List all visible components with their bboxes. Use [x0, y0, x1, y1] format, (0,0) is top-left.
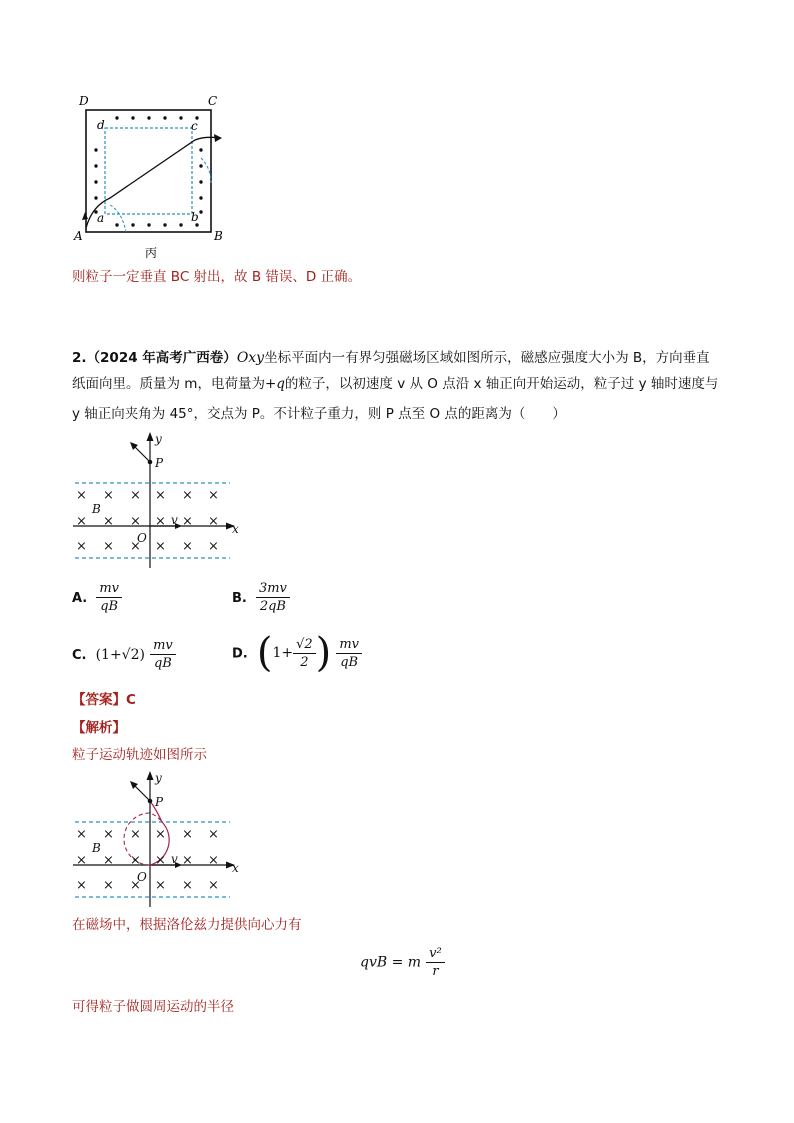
analysis-line-3: 可得粒子做圆周运动的半径	[72, 999, 234, 1015]
label-P: P	[155, 456, 164, 470]
svg-text:×: ×	[155, 853, 166, 868]
svg-text:×: ×	[76, 514, 87, 529]
question-text-1: 坐标平面内一有界匀强磁场区域如图所示，磁感应强度大小为 B，方向垂直	[264, 350, 710, 366]
svg-text:×: ×	[130, 514, 141, 529]
svg-text:×: ×	[103, 878, 114, 893]
svg-text:×: ×	[155, 878, 166, 893]
dashed-arc-right	[201, 158, 211, 183]
question-line-3: y 轴正向夹角为 45°，交点为 P。不计粒子重力，则 P 点至 O 点的距离为（ ）	[72, 406, 566, 422]
svg-text:y: y	[155, 771, 162, 785]
label-v: v	[171, 513, 178, 527]
svg-text:×: ×	[155, 488, 166, 503]
question-line-1	[72, 346, 710, 370]
option-C[interactable]: C. (1+√2) $\frac{mv}{qB}$	[72, 637, 176, 672]
charge-symbol: +q	[264, 376, 285, 392]
corner-A: A	[74, 229, 83, 243]
svg-text:×: ×	[208, 488, 219, 503]
svg-text:×: ×	[103, 488, 114, 503]
svg-text:P: P	[155, 795, 164, 809]
svg-text:×: ×	[76, 878, 87, 893]
option-A[interactable]: A. $\frac{mv}{qB}$	[72, 580, 122, 615]
svg-text:×: ×	[155, 827, 166, 842]
question-text-2: 纸面向里。质量为 m，电荷量为	[72, 376, 265, 392]
svg-text:×: ×	[182, 539, 193, 554]
svg-text:×: ×	[155, 539, 166, 554]
option-B-fraction: $\frac{3mv}{2qB}$	[256, 580, 290, 615]
svg-text:×: ×	[130, 539, 141, 554]
option-D-inner-fraction: $\frac{√2}{2}$	[293, 636, 316, 671]
analysis-line-2: 在磁场中，根据洛伦兹力提供向心力有	[72, 917, 302, 933]
svg-text:×: ×	[182, 827, 193, 842]
svg-text:×: ×	[208, 853, 219, 868]
answer-value: C	[126, 692, 136, 708]
svg-text:×: ×	[130, 827, 141, 842]
analysis-line-1: 粒子运动轨迹如图所示	[72, 747, 207, 763]
answer-line: 【答案】C	[72, 692, 136, 708]
svg-text:×: ×	[76, 488, 87, 503]
svg-text:×: ×	[182, 878, 193, 893]
option-C-fraction: $\frac{mv}{qB}$	[150, 637, 176, 672]
caption-bing: 丙	[145, 246, 158, 260]
svg-text:v: v	[171, 852, 178, 866]
option-B[interactable]: B. $\frac{3mv}{2qB}$	[232, 580, 290, 615]
corner-B: B	[214, 229, 223, 243]
svg-text:×: ×	[208, 878, 219, 893]
svg-text:×: ×	[182, 514, 193, 529]
coord-label: Oxy	[236, 350, 265, 366]
point-b: b	[191, 210, 199, 224]
svg-text:B: B	[92, 841, 101, 855]
point-d: d	[97, 118, 105, 132]
svg-text:×: ×	[182, 488, 193, 503]
analysis-tag: 【解析】	[72, 720, 126, 736]
svg-text:×: ×	[103, 539, 114, 554]
corner-C: C	[208, 94, 218, 108]
option-D[interactable]: D. (1+ $\frac{√2}{2}$ ) $\frac{mv}{qB}$	[232, 630, 362, 676]
question-line-2	[72, 372, 718, 396]
point-a: a	[97, 211, 105, 225]
option-A-fraction: $\frac{mv}{qB}$	[96, 580, 122, 615]
svg-text:×: ×	[76, 539, 87, 554]
svg-text:×: ×	[76, 853, 87, 868]
dashed-arc-bottom	[110, 205, 126, 232]
svg-text:×: ×	[103, 853, 114, 868]
exit-arrow	[214, 134, 222, 142]
question-figure	[70, 428, 250, 570]
figure-bing	[70, 88, 235, 263]
svg-text:×: ×	[182, 853, 193, 868]
svg-text:×: ×	[103, 827, 114, 842]
svg-text:×: ×	[130, 488, 141, 503]
conclusion-line: 则粒子一定垂直 BC 射出，故 B 错误、D 正确。	[72, 269, 362, 285]
analysis-figure	[70, 767, 250, 909]
point-c: c	[191, 119, 198, 133]
svg-text:x: x	[232, 861, 239, 875]
svg-text:×: ×	[76, 827, 87, 842]
svg-text:×: ×	[130, 878, 141, 893]
svg-text:×: ×	[155, 514, 166, 529]
label-x: x	[232, 522, 239, 536]
svg-text:O: O	[137, 870, 147, 884]
label-O: O	[137, 531, 147, 545]
svg-text:×: ×	[208, 539, 219, 554]
option-D-fraction: $\frac{mv}{qB}$	[336, 636, 362, 671]
svg-text:×: ×	[130, 853, 141, 868]
label-B: B	[92, 502, 101, 516]
question-number: 2.	[72, 350, 87, 366]
lorentz-equation: qvB = m $\frac{\text{v²}}{r}$	[360, 945, 445, 980]
question-source: （2024 年高考广西卷）	[86, 350, 237, 366]
entry-arrow	[82, 212, 88, 220]
label-y: y	[155, 432, 162, 446]
question-text-2b: 的粒子，以初速度 v 从 O 点沿 x 轴正向开始运动，粒子过 y 轴时速度与	[284, 376, 719, 392]
svg-text:×: ×	[208, 827, 219, 842]
svg-text:×: ×	[208, 514, 219, 529]
svg-text:×: ×	[103, 514, 114, 529]
corner-D: D	[79, 94, 89, 108]
